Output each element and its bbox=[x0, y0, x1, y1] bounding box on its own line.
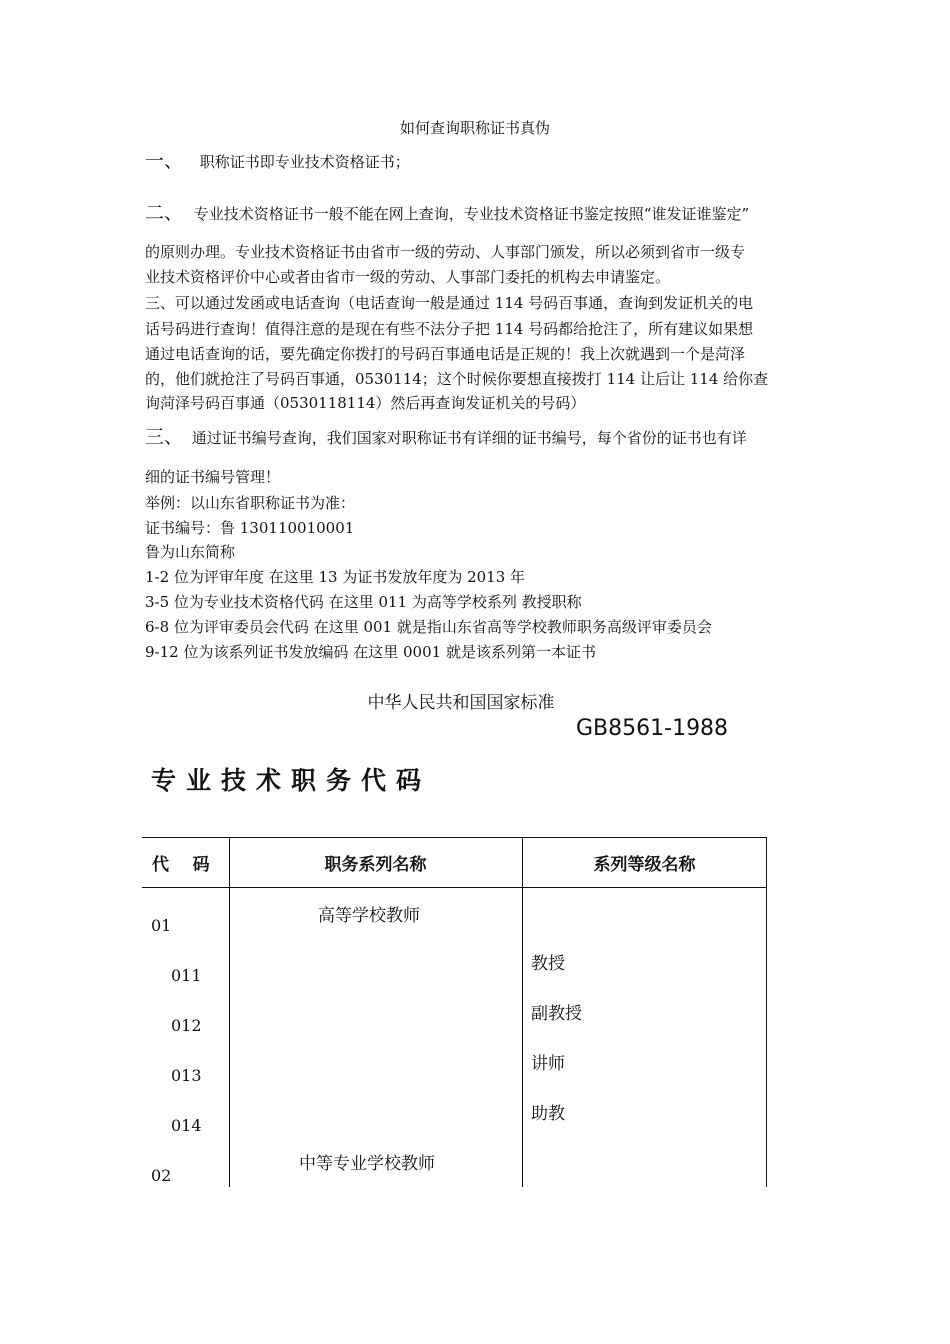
level-cell: 助教 bbox=[531, 1104, 565, 1124]
paragraph-line: 6-8 位为评审委员会代码 在这里 001 就是指山东省高等学校教师职务高级评审委员会 bbox=[145, 618, 712, 636]
item-two bbox=[145, 204, 749, 223]
code-cell: 013 bbox=[171, 1066, 202, 1085]
section-heading: 专业技术职务代码 bbox=[151, 766, 432, 795]
code-cell: 014 bbox=[171, 1116, 202, 1135]
paragraph-line: 业技术资格评价中心或者由省市一级的劳动、人事部门委托的机构去申请鉴定。 bbox=[145, 268, 671, 286]
item-text: 职称证书即专业技术资格证书； bbox=[199, 153, 410, 171]
item-numeral: 一、 bbox=[145, 150, 184, 172]
table-right-border bbox=[766, 837, 767, 1187]
item-numeral: 二、 bbox=[145, 202, 184, 224]
code-cell: 01 bbox=[151, 916, 172, 935]
item-text: 专业技术资格证书一般不能在网上查询，专业技术资格证书鉴定按照“谁发证谁鉴定” bbox=[193, 205, 750, 223]
code-cell: 011 bbox=[171, 966, 202, 985]
item-text: 通过证书编号查询，我们国家对职称证书有详细的证书编号，每个省份的证书也有详 bbox=[191, 429, 747, 447]
job-code-table bbox=[142, 837, 767, 1187]
table-header-border bbox=[142, 887, 767, 888]
table-column-divider bbox=[229, 837, 230, 1187]
paragraph-line: 9-12 位为该系列证书发放编码 在这里 0001 就是该系列第一本证书 bbox=[145, 643, 596, 661]
header-series-name: 职务系列名称 bbox=[324, 855, 427, 875]
paragraph-line: 话号码进行查询！值得注意的是现在有些不法分子把 114 号码都给抢注了，所有建议如果想 bbox=[145, 320, 754, 338]
level-cell: 教授 bbox=[531, 954, 565, 974]
paragraph-line: 询菏泽号码百事通（0530118114）然后再查询发证机关的号码） bbox=[145, 394, 586, 412]
paragraph-line: 举例：以山东省职称证书为准： bbox=[145, 494, 356, 512]
item-three bbox=[145, 428, 747, 447]
standard-title: 中华人民共和国国家标准 bbox=[367, 693, 555, 713]
standard-code: GB8561-1988 bbox=[576, 716, 729, 741]
item-numeral: 三、 bbox=[145, 426, 184, 448]
paragraph-line: 通过电话查询的话，要先确定你拨打的号码百事通电话是正规的！我上次就遇到一个是菏泽 bbox=[145, 345, 746, 363]
document-title: 如何查询职称证书真伪 bbox=[399, 119, 550, 137]
paragraph-line: 的原则办理。专业技术资格证书由省市一级的劳动、人事部门颁发，所以必须到省市一级专 bbox=[145, 243, 746, 261]
table-column-divider bbox=[522, 837, 523, 1187]
header-code: 代 码 bbox=[152, 855, 210, 875]
paragraph-line: 三、可以通过发函或电话查询（电话查询一般是通过 114 号码百事通，查询到发证机关的电 bbox=[145, 294, 754, 312]
table-top-border bbox=[142, 837, 767, 838]
paragraph-line: 1-2 位为评审年度 在这里 13 为证书发放年度为 2013 年 bbox=[145, 568, 526, 586]
paragraph-line: 的，他们就抢注了号码百事通，0530114；这个时候你要想直接拨打 114 让后让 114 给你查 bbox=[145, 370, 769, 388]
item-one bbox=[145, 152, 410, 171]
header-level-name: 系列等级名称 bbox=[593, 855, 696, 875]
series-cell: 中等专业学校教师 bbox=[299, 1154, 435, 1174]
paragraph-line: 细的证书编号管理！ bbox=[145, 468, 281, 486]
code-cell: 02 bbox=[151, 1166, 172, 1185]
level-cell: 讲师 bbox=[531, 1054, 565, 1074]
paragraph-line: 3-5 位为专业技术资格代码 在这里 011 为高等学校系列 教授职称 bbox=[145, 593, 582, 611]
paragraph-line: 证书编号：鲁 130110010001 bbox=[145, 519, 355, 537]
code-cell: 012 bbox=[171, 1016, 202, 1035]
paragraph-line: 鲁为山东简称 bbox=[145, 543, 236, 561]
level-cell: 副教授 bbox=[531, 1004, 582, 1024]
series-cell: 高等学校教师 bbox=[318, 906, 420, 926]
